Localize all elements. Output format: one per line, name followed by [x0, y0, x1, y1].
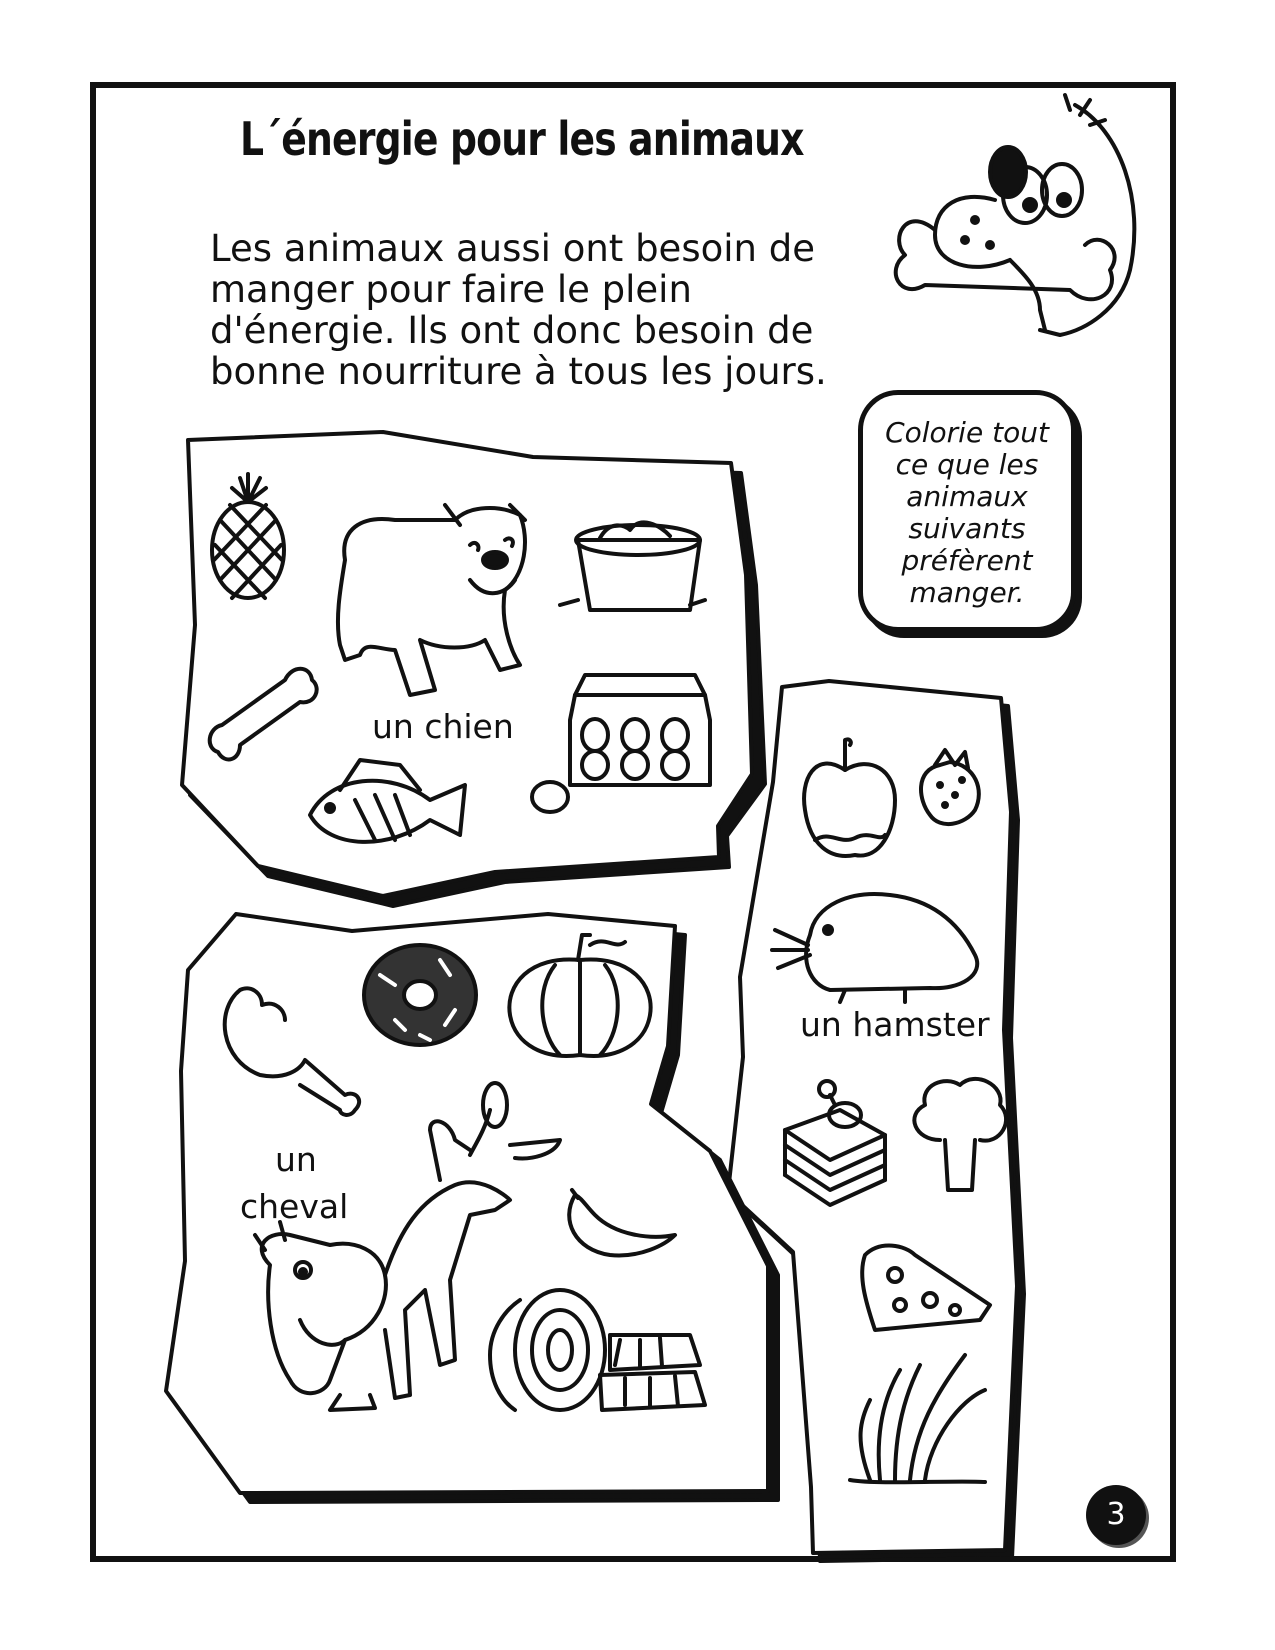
instruction-line: manger.	[909, 576, 1025, 609]
page-title: L´énergie pour les animaux	[240, 112, 804, 166]
horse-label-line1: un	[275, 1140, 317, 1179]
instruction-line: ce que les	[895, 448, 1039, 481]
intro-line: bonne nourriture à tous les jours.	[210, 350, 827, 393]
instruction-line: préfèrent	[901, 544, 1033, 577]
instruction-line: Colorie tout	[885, 416, 1049, 449]
instruction-line: animaux	[906, 480, 1028, 513]
donut-icon	[364, 945, 476, 1045]
dog-with-bone-icon	[896, 95, 1135, 335]
hamster-label: un hamster	[800, 1005, 990, 1044]
horse-label-line2: cheval	[240, 1187, 349, 1226]
intro-line: Les animaux aussi ont besoin de	[210, 227, 815, 270]
instruction-line: suivants	[908, 512, 1026, 545]
intro-line: manger pour faire le plein	[210, 268, 692, 311]
dog-panel	[182, 432, 752, 896]
intro-line: d'énergie. Ils ont donc besoin de	[210, 309, 814, 352]
page-number-badge: 3	[1086, 1485, 1146, 1545]
dog-label: un chien	[372, 707, 514, 746]
